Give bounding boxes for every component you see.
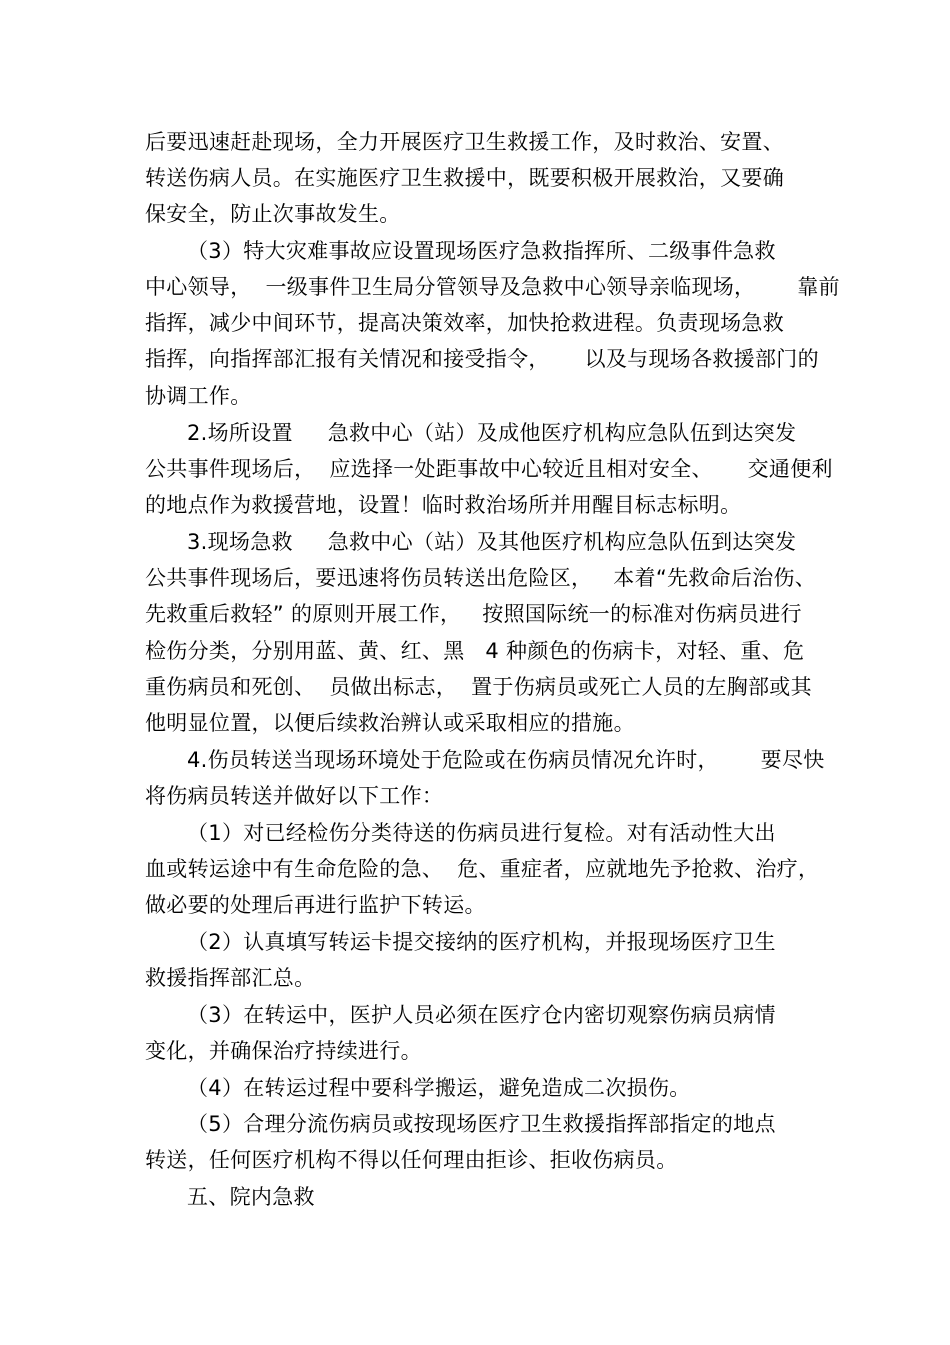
text-line: 4.伤员转送当现场环境处于危险或在伤病员情况允许时， 要尽快 bbox=[187, 748, 825, 772]
text-line: 3.现场急救 急救中心（站）及其他医疗机构应急队伍到达突发 bbox=[187, 530, 797, 554]
text-line: 的地点作为救援营地，设置！临时救治场所并用醒目标志标明。 bbox=[145, 493, 742, 517]
text-line: （3）在转运中，医护人员必须在医疗仓内密切观察伤病员病情 bbox=[187, 1003, 776, 1027]
text-line: 转送伤病人员。在实施医疗卫生救援中，既要积极开展救治，又要确 bbox=[145, 166, 784, 190]
text-line: 指挥，减少中间环节，提高决策效率，加快抢救进程。负责现场急救 bbox=[145, 311, 784, 335]
text-line: 转送，任何医疗机构不得以任何理由拒诊、拒收伤病员。 bbox=[145, 1148, 678, 1172]
text-line: 公共事件现场后， 应选择一处距事故中心较近且相对安全、 交通便利 bbox=[145, 457, 833, 481]
text-line: 他明显位置，以便后续救治辨认或采取相应的措施。 bbox=[145, 711, 635, 735]
text-line: 重伤病员和死创、 员做出标志， 置于伤病员或死亡人员的左胸部或其 bbox=[145, 675, 812, 699]
text-line: 公共事件现场后，要迅速将伤员转送出危险区， 本着“先救命后治伤、 bbox=[145, 566, 817, 590]
text-line: （4）在转运过程中要科学搬运，避免造成二次损伤。 bbox=[187, 1076, 691, 1100]
text-line: （2）认真填写转运卡提交接纳的医疗机构，并报现场医疗卫生 bbox=[187, 930, 776, 954]
text-line: 保安全，防止次事故发生。 bbox=[145, 202, 401, 226]
text-line: （1）对已经检伤分类待送的伤病员进行复检。对有活动性大出 bbox=[187, 821, 776, 845]
section-heading: 五、院内急救 bbox=[187, 1185, 315, 1209]
text-line: 做必要的处理后再进行监护下转运。 bbox=[145, 893, 486, 917]
text-line: 后要迅速赶赴现场，全力开展医疗卫生救援工作，及时救治、安置、 bbox=[145, 130, 784, 154]
text-line: 协调工作。 bbox=[145, 384, 252, 408]
text-line: 中心领导， 一级事件卫生局分管领导及急救中心领导亲临现场， 靠前 bbox=[145, 275, 840, 299]
text-line: 将伤病员转送并做好以下工作： bbox=[145, 784, 444, 808]
text-line: （3）特大灾难事故应设置现场医疗急救指挥所、二级事件急救 bbox=[187, 239, 776, 263]
text-line: 血或转运途中有生命危险的急、 危、重症者，应就地先予抢救、治疗， bbox=[145, 857, 820, 881]
text-line: 2.场所设置 急救中心（站）及成他医疗机构应急队伍到达突发 bbox=[187, 421, 797, 445]
text-line: （5）合理分流伤病员或按现场医疗卫生救援指挥部指定的地点 bbox=[187, 1112, 776, 1136]
text-line: 变化，并确保治疗持续进行。 bbox=[145, 1039, 422, 1063]
text-line: 救援指挥部汇总。 bbox=[145, 966, 316, 990]
text-line: 指挥，向指挥部汇报有关情况和接受指令， 以及与现场各救援部门的 bbox=[145, 347, 819, 371]
text-line: 检伤分类，分别用蓝、黄、红、黑 4 种颜色的伤病卡，对轻、重、危 bbox=[145, 639, 805, 663]
text-line: 先救重后救轻” 的原则开展工作， 按照国际统一的标准对伤病员进行 bbox=[145, 602, 802, 626]
